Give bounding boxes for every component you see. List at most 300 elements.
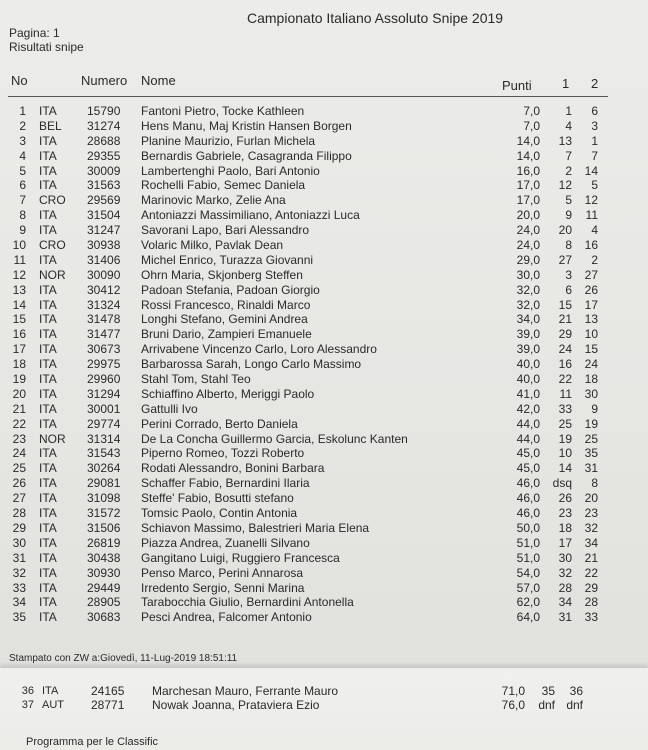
race-2-score: 30 <box>584 386 598 401</box>
race-2-score: 25 <box>584 431 598 446</box>
results-table <box>0 104 648 625</box>
race-2-score: 8 <box>591 476 598 491</box>
position: 23 <box>12 431 26 446</box>
race-2-score: 35 <box>584 446 598 461</box>
race-1-score: 32 <box>558 565 572 580</box>
sail-number: 28688 <box>87 133 121 148</box>
table-row <box>0 327 648 342</box>
crew-name: Perini Corrado, Berto Daniela <box>141 416 298 431</box>
points: 39,0 <box>516 342 540 357</box>
header-punti: Punti <box>502 78 532 93</box>
nation: ITA <box>39 461 57 476</box>
race-1-score: 10 <box>558 446 572 461</box>
nation: ITA <box>39 476 57 491</box>
crew-name: Nowak Joanna, Prataviera Ezio <box>152 698 320 712</box>
points: 24,0 <box>516 238 540 253</box>
points: 24,0 <box>516 223 540 238</box>
crew-name: Lambertenghi Paolo, Bari Antonio <box>141 163 320 178</box>
sail-number: 15790 <box>87 104 121 118</box>
table-row <box>0 178 648 193</box>
nation: ITA <box>39 178 57 193</box>
position: 2 <box>19 118 26 133</box>
points: 14,0 <box>516 133 540 148</box>
footer-text: Programma per le Classific <box>26 736 159 748</box>
points: 34,0 <box>516 312 540 327</box>
crew-name: Hens Manu, Maj Kristin Hansen Borgen <box>141 118 352 133</box>
nation: ITA <box>39 520 57 535</box>
race-2-score: 34 <box>584 535 598 550</box>
nation: ITA <box>39 565 57 580</box>
table-row <box>0 149 648 164</box>
position: 10 <box>12 238 26 253</box>
points: 29,0 <box>516 252 540 267</box>
crew-name: Schiaffino Alberto, Meriggi Paolo <box>141 386 315 401</box>
crew-name: Piazza Andrea, Zuanelli Silvano <box>141 535 310 550</box>
position: 25 <box>12 461 26 476</box>
race-2-score: 14 <box>584 163 598 178</box>
crew-name: Michel Enrico, Turazza Giovanni <box>141 252 314 267</box>
sail-number: 31274 <box>87 118 121 133</box>
points: 41,0 <box>516 386 540 401</box>
race-1-score: 35 <box>541 684 555 698</box>
crew-name: Rodati Alessandro, Bonini Barbara <box>141 461 325 476</box>
crew-name: Arrivabene Vincenzo Carlo, Loro Alessandro <box>141 342 377 357</box>
sail-number: 30673 <box>87 342 121 357</box>
position: 20 <box>12 386 26 401</box>
sail-number: 31247 <box>87 223 121 238</box>
sail-number: 29081 <box>87 476 121 491</box>
position: 34 <box>12 595 26 610</box>
position: 18 <box>12 357 26 372</box>
sail-number: 30009 <box>87 163 121 178</box>
race-1-score: 2 <box>565 163 572 178</box>
crew-name: Volaric Milko, Pavlak Dean <box>141 238 284 253</box>
sail-number: 29449 <box>87 580 121 595</box>
header-nome: Nome <box>141 73 176 88</box>
position: 22 <box>12 416 26 431</box>
race-2-score: 12 <box>584 193 598 208</box>
table-row <box>0 104 648 119</box>
race-1-score: 16 <box>558 357 572 372</box>
race-1-score: dsq <box>552 476 572 491</box>
position: 1 <box>19 104 26 118</box>
race-2-score: 22 <box>584 565 598 580</box>
points: 62,0 <box>516 595 540 610</box>
crew-name: Schiavon Massimo, Balestrieri Maria Elena <box>141 520 370 535</box>
points: 20,0 <box>516 208 540 223</box>
race-1-score: 17 <box>558 535 572 550</box>
header-no: No <box>11 73 28 88</box>
crew-name: Pesci Andrea, Falcomer Antonio <box>141 610 312 625</box>
points: 7,0 <box>523 118 540 133</box>
race-2-score: 6 <box>591 104 598 118</box>
nation: ITA <box>39 372 57 387</box>
nation: ITA <box>39 595 57 610</box>
race-2-score: 13 <box>584 312 598 327</box>
points: 40,0 <box>516 357 540 372</box>
sail-number: 24165 <box>91 684 125 698</box>
points: 14,0 <box>516 148 540 163</box>
race-2-score: 19 <box>584 416 598 431</box>
position: 24 <box>12 446 26 461</box>
race-1-score: 14 <box>558 461 572 476</box>
position: 19 <box>12 372 26 387</box>
race-1-score: 5 <box>565 193 572 208</box>
sail-number: 30930 <box>87 565 121 580</box>
position: 32 <box>12 565 26 580</box>
nation: CRO <box>39 238 66 253</box>
position: 4 <box>19 148 26 163</box>
position: 5 <box>19 163 26 178</box>
sail-number: 31406 <box>87 252 121 267</box>
race-1-score: 19 <box>558 431 572 446</box>
race-1-score: 34 <box>558 595 572 610</box>
race-1-score: 7 <box>565 148 572 163</box>
table-row <box>0 372 648 387</box>
position: 11 <box>13 252 26 267</box>
crew-name: Gangitano Luigi, Ruggiero Francesca <box>141 550 340 565</box>
table-row <box>0 387 648 402</box>
nation: ITA <box>39 163 57 178</box>
table-row <box>0 134 648 149</box>
race-2-score: 32 <box>584 520 598 535</box>
nation: ITA <box>39 208 57 223</box>
header-numero: Numero <box>81 73 128 88</box>
position: 28 <box>12 506 26 521</box>
race-2-score: 17 <box>584 297 598 312</box>
crew-name: Schaffer Fabio, Bernardini Ilaria <box>141 476 310 491</box>
nation: ITA <box>39 416 57 431</box>
sail-number: 31563 <box>87 178 121 193</box>
table-row <box>0 119 648 134</box>
table-row <box>0 193 648 208</box>
crew-name: Longhi Stefano, Gemini Andrea <box>141 312 308 327</box>
sail-number: 30090 <box>87 267 121 282</box>
table-row <box>0 253 648 268</box>
crew-name: Bruni Dario, Zampieri Emanuele <box>141 327 312 342</box>
nation: ITA <box>39 506 57 521</box>
table-row <box>0 164 648 179</box>
sail-number: 30683 <box>87 610 121 625</box>
race-1-score: 28 <box>558 580 572 595</box>
race-2-score: 31 <box>584 461 598 476</box>
race-2-score: 11 <box>585 208 598 223</box>
nation: ITA <box>39 312 57 327</box>
sail-number: 30412 <box>87 282 121 297</box>
crew-name: Rossi Francesco, Rinaldi Marco <box>141 297 311 312</box>
race-2-score: 18 <box>584 372 598 387</box>
crew-name: Rochelli Fabio, Semec Daniela <box>141 178 306 193</box>
points: 45,0 <box>516 446 540 461</box>
nation: ITA <box>39 282 57 297</box>
points: 7,0 <box>523 104 540 118</box>
crew-name: Ohrn Maria, Skjonberg Steffen <box>141 267 303 282</box>
race-1-score: 31 <box>558 610 572 625</box>
table-row <box>0 506 648 521</box>
table-row <box>0 417 648 432</box>
sail-number: 31294 <box>87 386 121 401</box>
crew-name: Barbarossa Sarah, Longo Carlo Massimo <box>141 357 362 372</box>
table-row <box>0 238 648 253</box>
race-1-score: 33 <box>558 401 572 416</box>
results-table-continued <box>0 684 648 712</box>
table-row <box>0 342 648 357</box>
header-race-1: 1 <box>562 76 570 91</box>
nation: ITA <box>39 610 57 625</box>
sail-number: 29975 <box>87 357 121 372</box>
crew-name: Gattulli Ivo <box>141 401 198 416</box>
crew-name: Fantoni Pietro, Tocke Kathleen <box>141 104 305 118</box>
race-2-score: 10 <box>584 327 598 342</box>
position: 21 <box>12 401 26 416</box>
points: 42,0 <box>516 401 540 416</box>
position: 15 <box>12 312 26 327</box>
race-2-score: 20 <box>584 491 598 506</box>
nation: AUT <box>42 699 64 711</box>
race-2-score: 15 <box>584 342 598 357</box>
position: 35 <box>12 610 26 625</box>
crew-name: Marinovic Marko, Zelie Ana <box>141 193 286 208</box>
print-stamp: Stampato con ZW a:Giovedì, 11-Lug-2019 18:51:11 <box>9 653 238 664</box>
document-title: Campionato Italiano Assoluto Snipe 2019 <box>247 10 504 26</box>
nation: NOR <box>39 431 66 446</box>
points: 30,0 <box>516 267 540 282</box>
document-subtitle: Risultati snipe <box>9 40 84 54</box>
race-1-score: 12 <box>558 178 572 193</box>
points: 46,0 <box>516 491 540 506</box>
sail-number: 31506 <box>87 520 121 535</box>
sail-number: 30438 <box>87 550 121 565</box>
race-2-score: 33 <box>584 610 598 625</box>
nation: ITA <box>39 550 57 565</box>
sail-number: 30264 <box>87 461 121 476</box>
points: 50,0 <box>516 520 540 535</box>
position: 13 <box>12 282 26 297</box>
nation: CRO <box>39 193 66 208</box>
nation: ITA <box>39 357 57 372</box>
nation: NOR <box>39 267 66 282</box>
sail-number: 31478 <box>87 312 121 327</box>
sail-number: 29569 <box>87 193 121 208</box>
crew-name: De La Concha Guillermo Garcia, Eskolunc Kanten <box>141 431 408 446</box>
race-2-score: 7 <box>591 148 598 163</box>
race-1-score: 18 <box>558 520 572 535</box>
position: 12 <box>12 267 26 282</box>
table-row <box>0 476 648 491</box>
position: 3 <box>19 133 26 148</box>
sail-number: 29960 <box>87 372 121 387</box>
position: 27 <box>12 491 26 506</box>
race-2-score: dnf <box>566 698 583 712</box>
sail-number: 31572 <box>87 506 121 521</box>
position: 9 <box>19 223 26 238</box>
sail-number: 26819 <box>87 535 121 550</box>
sail-number: 28905 <box>87 595 121 610</box>
nation: ITA <box>39 252 57 267</box>
race-1-score: 27 <box>558 252 572 267</box>
position: 31 <box>12 550 26 565</box>
race-1-score: 24 <box>558 342 572 357</box>
crew-name: Steffe' Fabio, Bosutti stefano <box>141 491 294 506</box>
crew-name: Penso Marco, Perini Annarosa <box>141 565 304 580</box>
points: 17,0 <box>516 193 540 208</box>
position: 37 <box>21 699 34 711</box>
table-row <box>0 446 648 461</box>
points: 46,0 <box>516 476 540 491</box>
nation: ITA <box>39 491 57 506</box>
table-row <box>0 610 648 625</box>
points: 71,0 <box>501 684 525 698</box>
race-2-score: 4 <box>591 223 598 238</box>
race-1-score: 8 <box>565 238 572 253</box>
nation: ITA <box>39 446 57 461</box>
points: 17,0 <box>516 178 540 193</box>
crew-name: Padoan Stefania, Padoan Giorgio <box>141 282 320 297</box>
position: 17 <box>12 342 26 357</box>
points: 46,0 <box>516 506 540 521</box>
race-2-score: 3 <box>591 118 598 133</box>
points: 76,0 <box>501 698 525 712</box>
race-1-score: 9 <box>565 208 572 223</box>
race-1-score: 4 <box>565 118 572 133</box>
position: 29 <box>12 520 26 535</box>
nation: ITA <box>39 580 57 595</box>
nation: ITA <box>39 223 57 238</box>
crew-name: Antoniazzi Massimiliano, Antoniazzi Luca <box>141 208 360 223</box>
table-row <box>0 283 648 298</box>
sail-number: 29355 <box>87 148 121 163</box>
table-row <box>0 402 648 417</box>
table-row <box>0 595 648 610</box>
table-row <box>0 698 648 712</box>
points: 44,0 <box>516 416 540 431</box>
race-1-score: 11 <box>559 386 572 401</box>
table-row <box>0 223 648 238</box>
race-2-score: 28 <box>584 595 598 610</box>
crew-name: Tarabocchia Giulio, Bernardini Antonella <box>141 595 354 610</box>
points: 45,0 <box>516 461 540 476</box>
table-row <box>0 521 648 536</box>
race-2-score: 23 <box>584 506 598 521</box>
points: 51,0 <box>516 550 540 565</box>
points: 16,0 <box>516 163 540 178</box>
position: 36 <box>21 685 34 697</box>
race-1-score: 1 <box>565 104 572 118</box>
points: 32,0 <box>516 282 540 297</box>
crew-name: Marchesan Mauro, Ferrante Mauro <box>152 684 339 698</box>
points: 32,0 <box>516 297 540 312</box>
crew-name: Planine Maurizio, Furlan Michela <box>141 133 316 148</box>
sail-number: 31543 <box>87 446 121 461</box>
race-1-score: 6 <box>565 282 572 297</box>
position: 16 <box>12 327 26 342</box>
sail-number: 29774 <box>87 416 121 431</box>
table-row <box>0 536 648 551</box>
race-1-score: 23 <box>558 506 572 521</box>
table-row <box>0 684 648 698</box>
nation: ITA <box>42 685 59 697</box>
race-1-score: dnf <box>538 698 555 712</box>
position: 26 <box>12 476 26 491</box>
table-row <box>0 491 648 506</box>
race-2-score: 24 <box>584 357 598 372</box>
table-row <box>0 357 648 372</box>
table-row <box>0 268 648 283</box>
points: 54,0 <box>516 565 540 580</box>
crew-name: Savorani Lapo, Bari Alessandro <box>141 223 310 238</box>
table-row <box>0 551 648 566</box>
crew-name: Stahl Tom, Stahl Teo <box>141 372 251 387</box>
race-2-score: 2 <box>591 252 598 267</box>
table-row <box>0 581 648 596</box>
nation: ITA <box>39 133 57 148</box>
table-row <box>0 461 648 476</box>
crew-name: Tomsic Paolo, Contin Antonia <box>141 506 298 521</box>
position: 8 <box>19 208 26 223</box>
race-1-score: 29 <box>558 327 572 342</box>
race-1-score: 13 <box>558 133 572 148</box>
position: 14 <box>12 297 26 312</box>
race-1-score: 30 <box>558 550 572 565</box>
nation: ITA <box>39 342 57 357</box>
position: 7 <box>19 193 26 208</box>
table-row <box>0 432 648 447</box>
header-divider <box>8 96 608 97</box>
race-1-score: 22 <box>558 372 572 387</box>
nation: ITA <box>39 148 57 163</box>
race-1-score: 21 <box>558 312 572 327</box>
nation: ITA <box>39 327 57 342</box>
table-row <box>0 298 648 313</box>
position: 30 <box>12 535 26 550</box>
nation: ITA <box>39 401 57 416</box>
sail-number: 30001 <box>87 401 121 416</box>
position: 6 <box>19 178 26 193</box>
points: 40,0 <box>516 372 540 387</box>
crew-name: Piperno Romeo, Tozzi Roberto <box>141 446 305 461</box>
nation: ITA <box>39 104 57 118</box>
table-row <box>0 566 648 581</box>
points: 64,0 <box>516 610 540 625</box>
crew-name: Irredento Sergio, Senni Marina <box>141 580 305 595</box>
sail-number: 30938 <box>87 238 121 253</box>
race-2-score: 29 <box>584 580 598 595</box>
race-2-score: 26 <box>584 282 598 297</box>
nation: ITA <box>39 535 57 550</box>
sail-number: 31477 <box>87 327 121 342</box>
nation: ITA <box>39 297 57 312</box>
sail-number: 31098 <box>87 491 121 506</box>
sail-number: 31314 <box>87 431 121 446</box>
race-2-score: 21 <box>584 550 598 565</box>
sail-number: 31504 <box>87 208 121 223</box>
page-number: Pagina: 1 <box>9 26 60 40</box>
race-1-score: 26 <box>558 491 572 506</box>
header-race-2: 2 <box>591 76 599 91</box>
race-2-score: 9 <box>591 401 598 416</box>
nation: BEL <box>39 118 62 133</box>
race-2-score: 36 <box>569 684 583 698</box>
race-1-score: 15 <box>558 297 572 312</box>
table-row <box>0 312 648 327</box>
sail-number: 31324 <box>87 297 121 312</box>
race-2-score: 27 <box>584 267 598 282</box>
sail-number: 28771 <box>91 698 125 712</box>
race-2-score: 16 <box>584 238 598 253</box>
race-1-score: 25 <box>558 416 572 431</box>
position: 33 <box>12 580 26 595</box>
crew-name: Bernardis Gabriele, Casagranda Filippo <box>141 148 352 163</box>
